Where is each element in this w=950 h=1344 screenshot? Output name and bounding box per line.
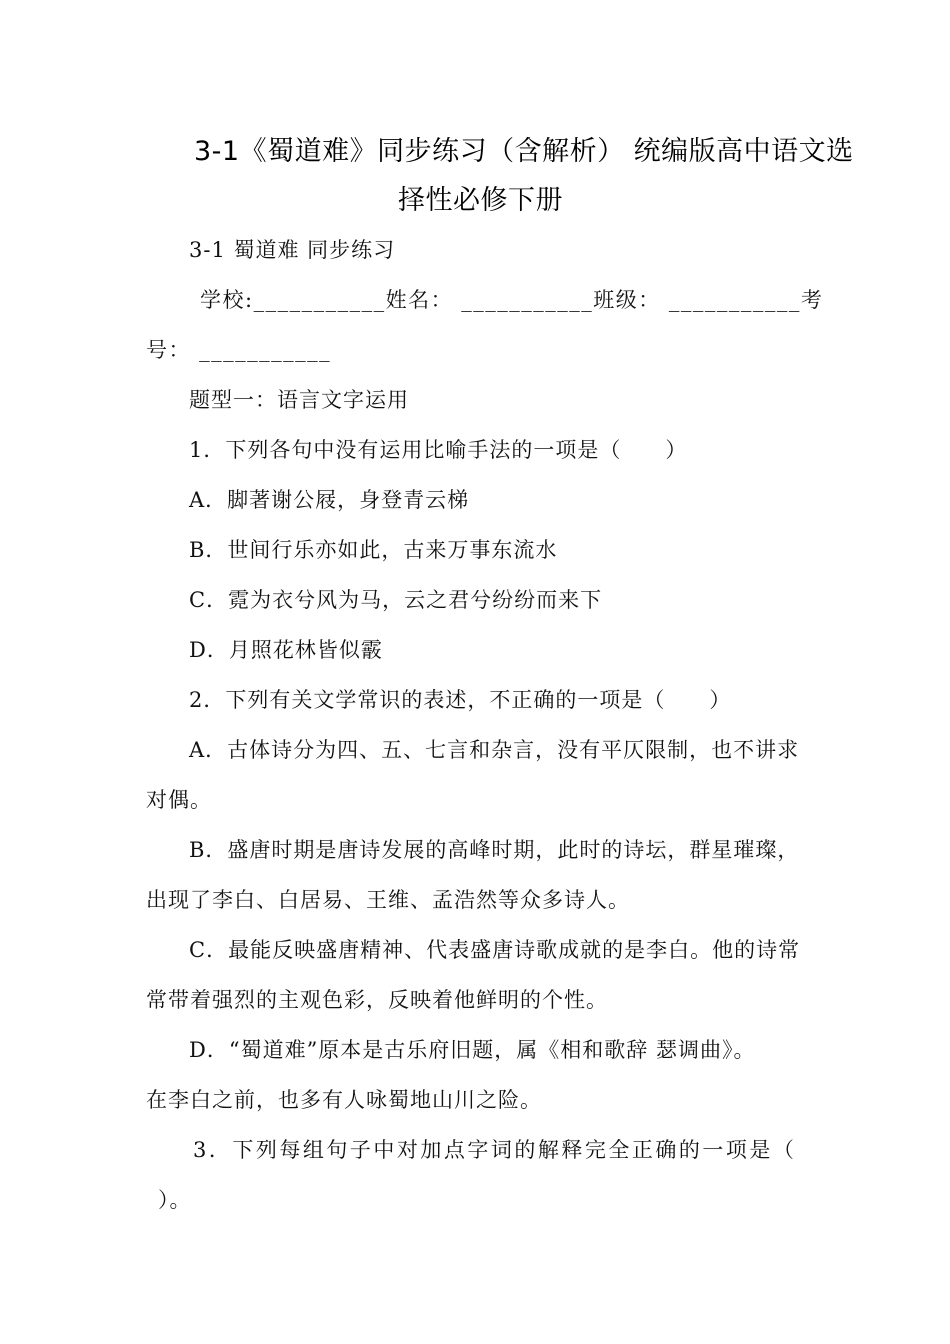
title-line-2: 择性必修下册: [398, 185, 563, 216]
student-info-line-2: 号： ___________: [146, 338, 332, 362]
question-2-option-c-line-2: 常带着强烈的主观色彩，反映着他鲜明的个性。: [146, 988, 608, 1012]
question-1-option-c: C．霓为衣兮风为马，云之君兮纷纷而来下: [189, 588, 603, 612]
question-3-stem-line-1: 3．下列每组句子中对加点字词的解释完全正确的一项是（: [193, 1138, 797, 1162]
question-2-option-b-line-1: B．盛唐时期是唐诗发展的高峰时期，此时的诗坛，群星璀璨，: [189, 838, 800, 862]
question-2-option-b-line-2: 出现了李白、白居易、王维、孟浩然等众多诗人。: [146, 888, 630, 912]
subtitle: 3-1 蜀道难 同步练习: [189, 238, 396, 262]
question-1-option-d: D．月照花林皆似霰: [189, 638, 383, 662]
question-3-stem-line-2: ）。: [158, 1188, 192, 1212]
question-2-option-a-line-1: A．古体诗分为四、五、七言和杂言，没有平仄限制，也不讲求: [189, 738, 800, 762]
student-info-line-1: 学校:___________姓名： ___________班级： ___________考: [200, 288, 824, 312]
section-heading: 题型一：语言文字运用: [189, 388, 409, 412]
question-2-option-d-line-1: D．“蜀道难”原本是古乐府旧题，属《相和歌辞 瑟调曲》。: [189, 1038, 756, 1062]
question-2-stem: 2．下列有关文学常识的表述，不正确的一项是（ ）: [189, 688, 732, 712]
question-2-option-d-line-2: 在李白之前，也多有人咏蜀地山川之险。: [146, 1088, 542, 1112]
question-1-option-b: B．世间行乐亦如此，古来万事东流水: [189, 538, 558, 562]
question-2-option-a-line-2: 对偶。: [146, 788, 212, 812]
title-line-1: 3-1《蜀道难》同步练习（含解析） 统编版高中语文选: [194, 136, 854, 167]
question-1-option-a: A．脚著谢公屐，身登青云梯: [189, 488, 470, 512]
question-1-stem: 1．下列各句中没有运用比喻手法的一项是（ ）: [189, 438, 688, 462]
question-2-option-c-line-1: C．最能反映盛唐精神、代表盛唐诗歌成就的是李白。他的诗常: [189, 938, 801, 962]
